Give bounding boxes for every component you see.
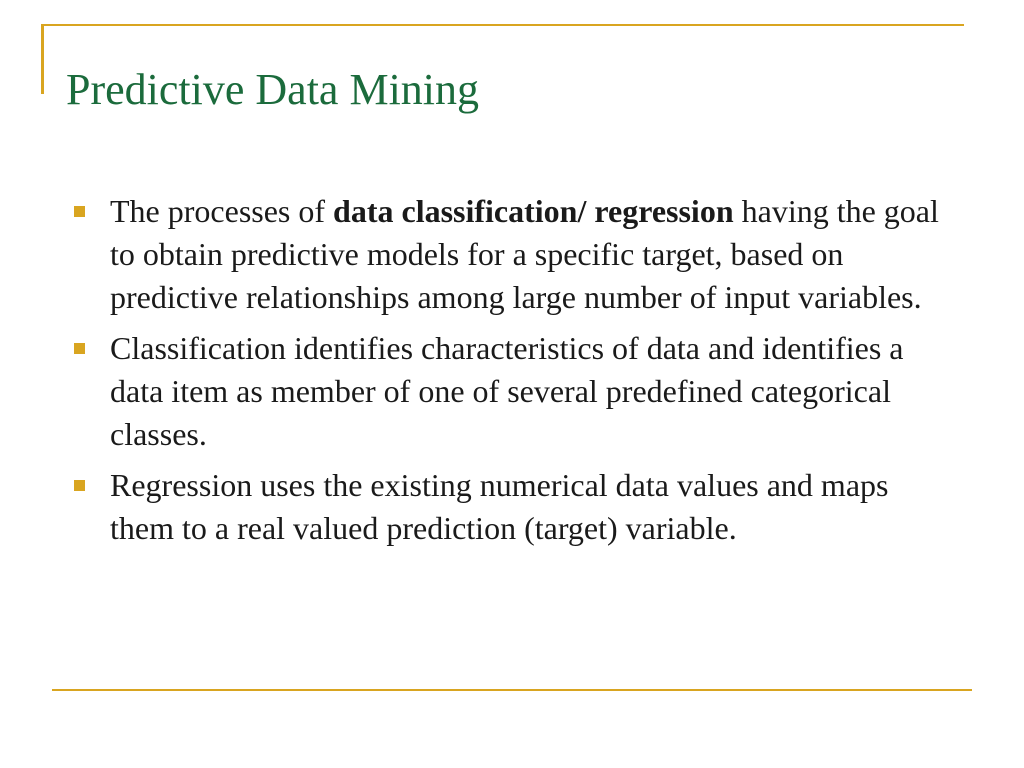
footer-rule <box>52 689 972 691</box>
square-bullet-icon <box>74 206 85 217</box>
bullet-list <box>70 190 950 558</box>
bullet-text: Regression uses the existing numerical data values and maps them to a real valued prediction (target) variable. <box>110 467 889 546</box>
slide-title: Predictive Data Mining <box>66 65 480 114</box>
accent-bar-vertical <box>41 24 44 94</box>
bullet-item <box>70 464 950 550</box>
accent-bar-top <box>41 24 964 26</box>
bullet-item <box>70 190 950 319</box>
bullet-text-lead: The processes of <box>110 193 334 229</box>
square-bullet-icon <box>74 480 85 491</box>
bullet-text: Classification identifies characteristics of data and identifies a data item as member of one of several predefined categorical classes. <box>110 330 904 452</box>
bullet-item <box>70 327 950 456</box>
square-bullet-icon <box>74 343 85 354</box>
bullet-text-bold: data classification/ regression <box>333 193 734 229</box>
bullet-text-rest: having the goal to obtain predictive models for a specific target, based on predictive relationships among large number of input variables. <box>110 193 939 315</box>
